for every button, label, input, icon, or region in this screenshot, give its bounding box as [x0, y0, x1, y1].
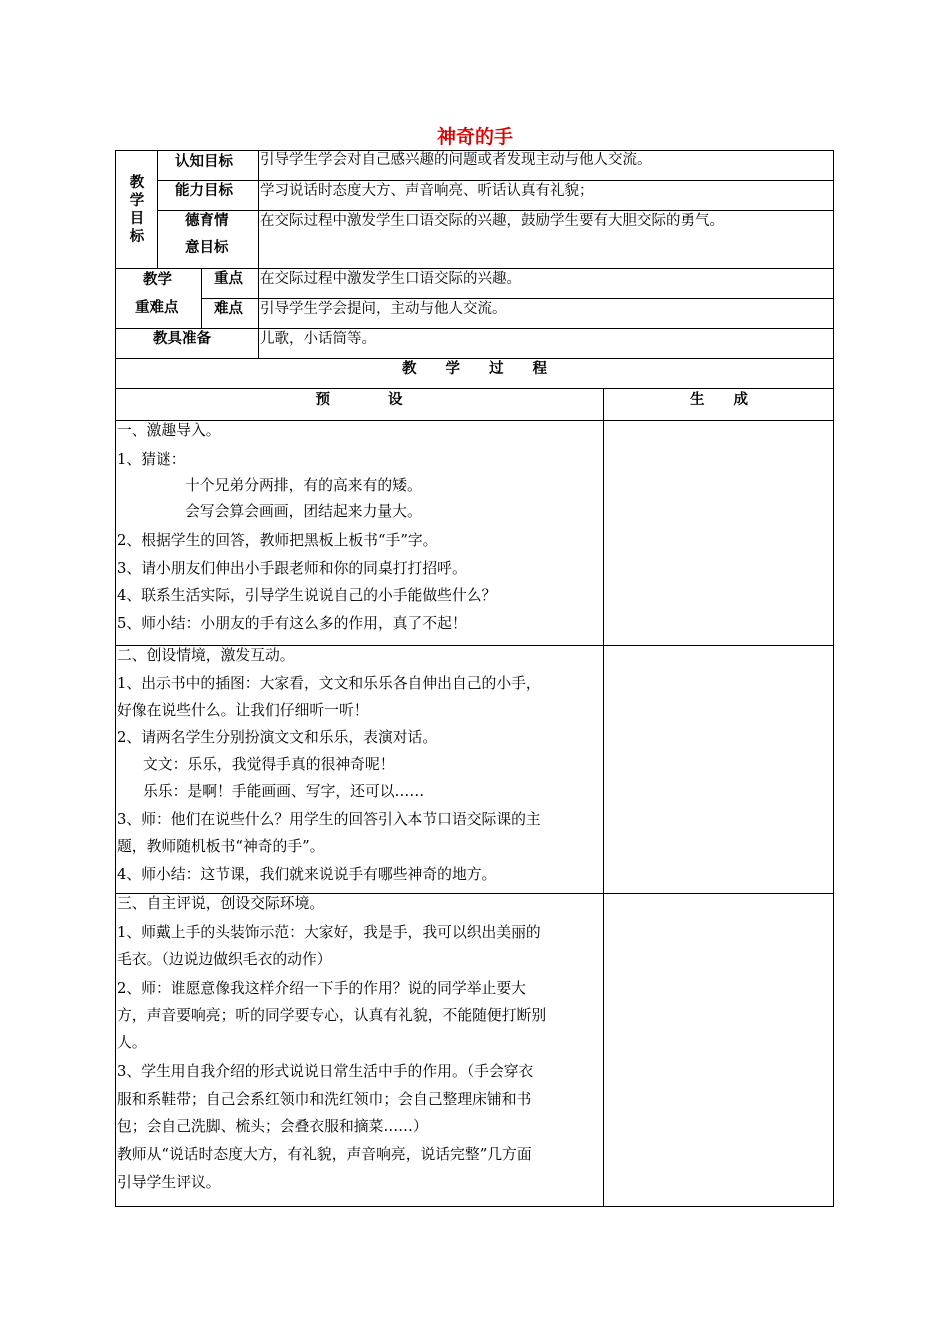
section-3-line: 1、师戴上手的头装饰示范：大家好，我是手，我可以织出美丽的 — [117, 924, 541, 941]
focus-label: 重点 — [214, 271, 243, 287]
document-title: 神奇的手 — [436, 126, 513, 148]
section-3-line: 服和系鞋带；自己会系红领巾和洗红领巾；会自己整理床铺和书 — [117, 1091, 532, 1108]
section-3-line: 方，声音要响亮；听的同学要专心，认真有礼貌，不能随便打断别 — [117, 1007, 547, 1024]
difficulty-label: 难点 — [214, 301, 243, 317]
section-2-line: 文文：乐乐，我觉得手真的很神奇呢！ — [143, 756, 395, 773]
section-3-line: 人。 — [117, 1034, 147, 1051]
section-2-line: 4、师小结：这节课，我们就来说说手有哪些神奇的地方。 — [117, 866, 497, 883]
moral-goal-label-line1: 德育情 — [185, 213, 229, 229]
section-3-line: 教师从“说话时态度大方，有礼貌，声音响亮，说话完整”几方面 — [117, 1146, 532, 1163]
section-3-line: 2、师：谁愿意像我这样介绍一下手的作用？说的同学举止要大 — [117, 980, 526, 997]
difficulty-text: 引导学生学会提问，主动与他人交流。 — [260, 301, 507, 317]
key-points-group-line1: 教学 — [143, 272, 172, 288]
row-divider — [115, 328, 834, 329]
objectives-group-label: 教 学 目 标 — [129, 175, 145, 245]
section-2-line: 二、创设情境，激发互动。 — [117, 647, 295, 664]
ability-goal-text: 学习说话时态度大方、声音响亮、听话认真有礼貌； — [260, 183, 594, 199]
cognitive-goal-label: 认知目标 — [175, 154, 233, 170]
section-3-line: 毛衣。（边说边做织毛衣的动作） — [117, 951, 332, 968]
section-1-line: 4、联系生活实际，引导学生说说自己的小手能做些什么？ — [117, 587, 497, 604]
section-1-line: 5、师小结：小朋友的手有这么多的作用，真了不起！ — [117, 615, 467, 632]
section-2-line: 3、师：他们在说些什么？用学生的回答引入本节口语交际课的主 — [117, 811, 541, 828]
focus-text: 在交际过程中激发学生口语交际的兴趣。 — [260, 271, 521, 287]
section-1-line: 十个兄弟分两排，有的高来有的矮。 — [185, 477, 422, 494]
section-1-line: 1、猜谜： — [117, 451, 186, 468]
moral-goal-text: 在交际过程中激发学生口语交际的兴趣，鼓励学生要有大胆交际的勇气。 — [260, 213, 724, 229]
key-points-group-line2: 重难点 — [135, 300, 179, 316]
materials-text: 儿歌，小话筒等。 — [260, 331, 376, 347]
section-2-line: 题，教师随机板书“神奇的手”。 — [117, 838, 325, 855]
row-divider — [115, 420, 834, 421]
section-3-line: 3、学生用自我介绍的形式说说日常生活中手的作用。（手会穿衣 — [117, 1063, 534, 1080]
section-3-line: 引导学生评议。 — [117, 1174, 221, 1191]
cognitive-goal-text: 引导学生学会对自己感兴趣的问题或者发现主动与他人交流。 — [260, 152, 652, 168]
section-2-line: 1、出示书中的插图：大家看，文文和乐乐各自伸出自己的小手， — [117, 675, 541, 692]
column-divider — [157, 150, 158, 268]
moral-goal-label-line2: 意目标 — [185, 240, 229, 256]
column-divider — [603, 388, 604, 1207]
generate-column-header: 生 成 — [690, 392, 748, 408]
section-2-line: 乐乐：是啊！手能画画、写字，还可以…… — [143, 783, 425, 800]
ability-goal-label: 能力目标 — [175, 183, 233, 199]
process-header: 教 学 过 程 — [402, 361, 547, 377]
column-divider — [201, 268, 202, 328]
section-1-line: 一、激趣导入。 — [117, 422, 221, 439]
section-2-line: 好像在说些什么。让我们仔细听一听！ — [117, 702, 369, 719]
section-2-line: 2、请两名学生分别扮演文文和乐乐，表演对话。 — [117, 729, 438, 746]
section-1-line: 3、请小朋友们伸出小手跟老师和你的同桌打打招呼。 — [117, 560, 467, 577]
section-3-line: 包；会自己洗脚、梳头；会叠衣服和摘菜……） — [117, 1118, 428, 1135]
section-1-line: 会写会算会画画，团结起来力量大。 — [185, 503, 422, 520]
section-1-line: 2、根据学生的回答，教师把黑板上板书“手”字。 — [117, 532, 438, 549]
column-divider — [258, 150, 259, 358]
materials-label: 教具准备 — [153, 331, 211, 347]
preset-column-header: 预 设 — [315, 392, 403, 408]
section-3-line: 三、自主评说，创设交际环境。 — [117, 895, 325, 912]
